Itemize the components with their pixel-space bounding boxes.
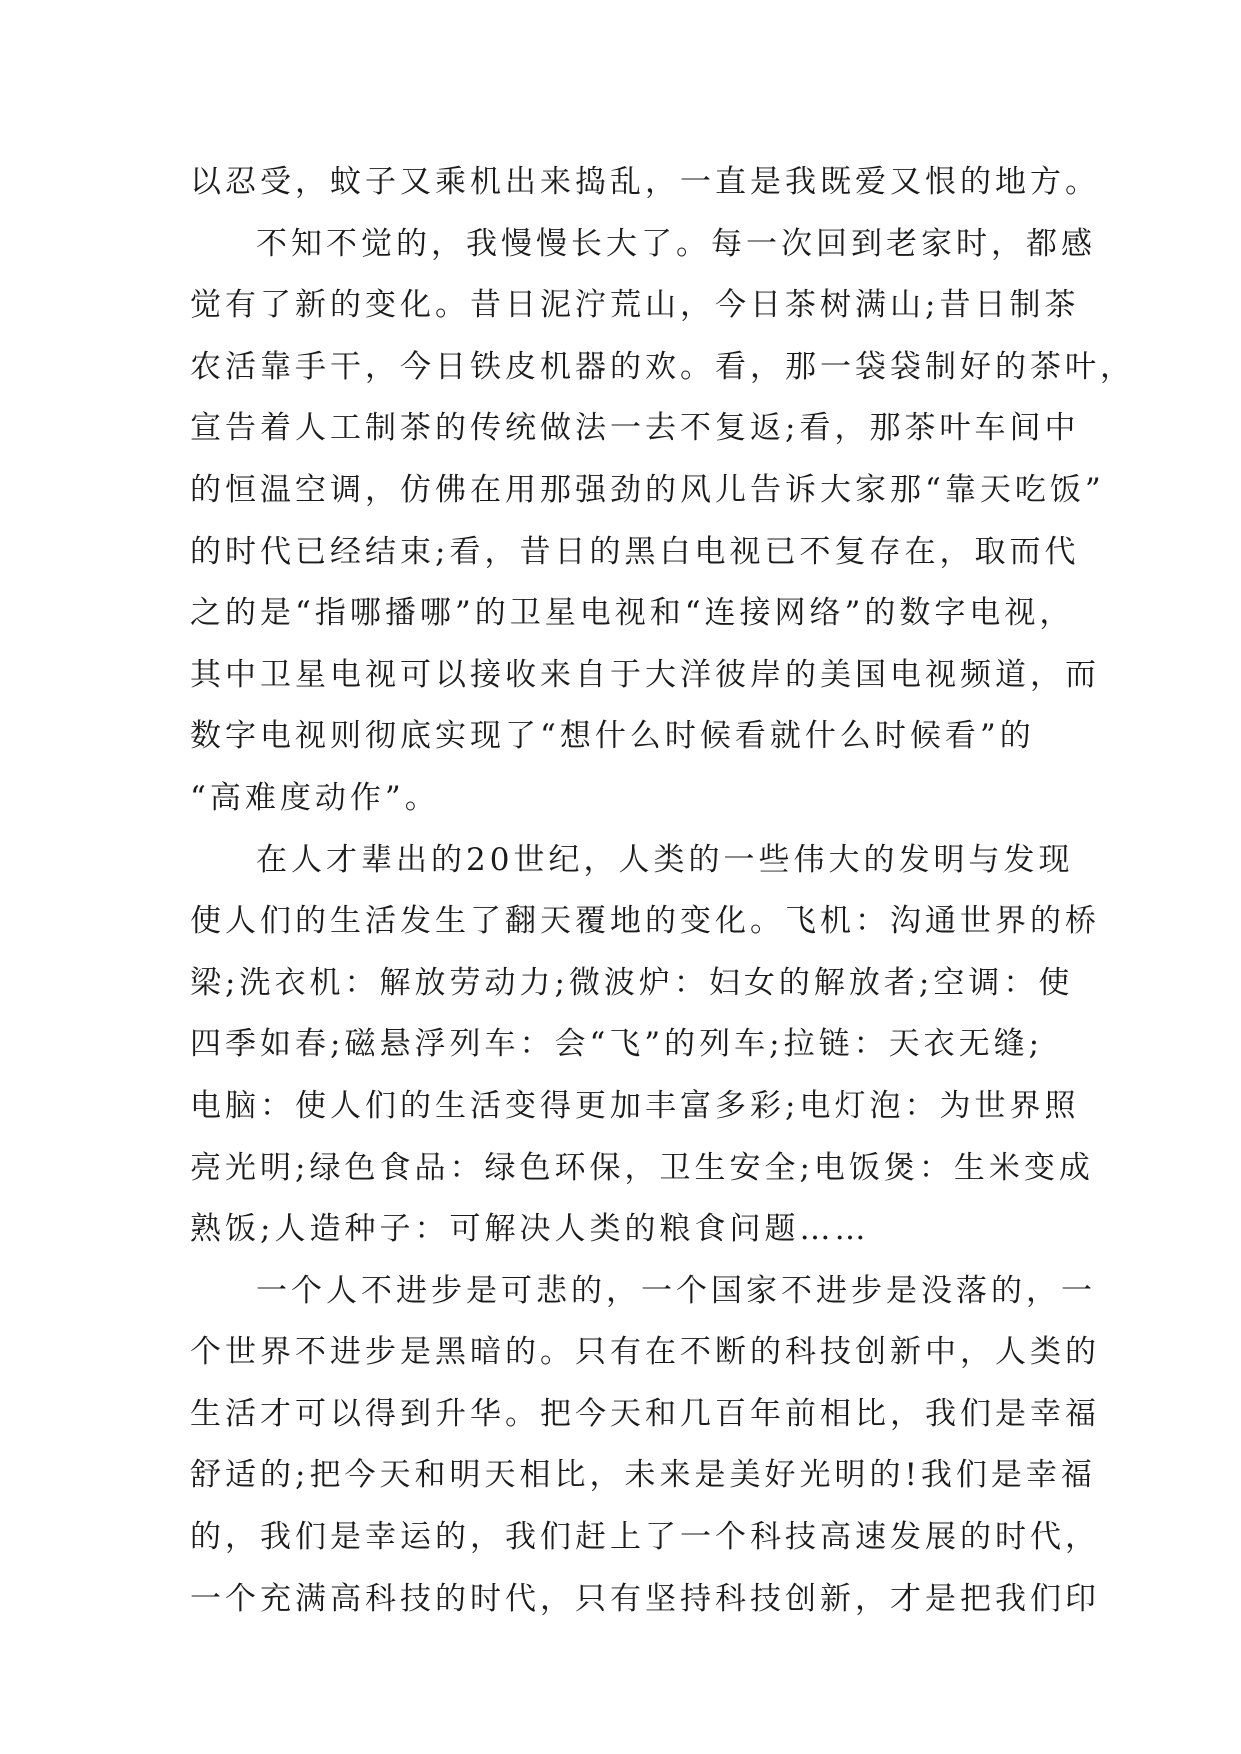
text-line: 觉有了新的变化。昔日泥泞荒山，今日茶树满山;昔日制茶 bbox=[190, 287, 1080, 324]
paragraph-first-line: 一个人不进步是可悲的，一个国家不进步是没落的，一 bbox=[256, 1272, 1096, 1309]
text-line: “高难度动作”。 bbox=[190, 779, 440, 816]
text-line: 一个充满高科技的时代，只有坚持科技创新，才是把我们印 bbox=[190, 1580, 1100, 1617]
text-line: 亮光明;绿色食品：绿色环保，卫生安全;电饭煲：生米变成 bbox=[190, 1149, 1094, 1186]
text-line: 个世界不进步是黑暗的。只有在不断的科技创新中，人类的 bbox=[190, 1334, 1100, 1371]
text-line: 的，我们是幸运的，我们赶上了一个科技高速发展的时代， bbox=[190, 1519, 1100, 1556]
text-line: 熟饭;人造种子：可解决人类的粮食问题…… bbox=[190, 1211, 870, 1248]
text-line: 宣告着人工制茶的传统做法一去不复返;看，那茶叶车间中 bbox=[190, 410, 1080, 447]
body-text bbox=[190, 152, 1135, 1630]
text-line: 四季如春;磁悬浮列车：会“飞”的列车;拉链：天衣无缝; bbox=[190, 1026, 1044, 1063]
text-line: 电脑：使人们的生活变得更加丰富多彩;电灯泡：为世界照 bbox=[190, 1087, 1080, 1124]
text-line: 其中卫星电视可以接收来自于大洋彼岸的美国电视频道，而 bbox=[190, 656, 1100, 693]
text-line: 的时代已经结束;看，昔日的黑白电视已不复存在，取而代 bbox=[190, 533, 1080, 570]
paragraph-first-line: 不知不觉的，我慢慢长大了。每一次回到老家时，都感 bbox=[256, 225, 1096, 262]
text-line: 梁;洗衣机：解放劳动力;微波炉：妇女的解放者;空调：使 bbox=[190, 964, 1074, 1001]
text-line: 以忍受，蚊子又乘机出来捣乱，一直是我既爱又恨的地方。 bbox=[190, 164, 1100, 200]
text-line: 的恒温空调，仿佛在用那强劲的风儿告诉大家那“靠天吃饭” bbox=[190, 471, 1105, 508]
text-line: 生活才可以得到升华。把今天和几百年前相比，我们是幸福 bbox=[190, 1395, 1100, 1432]
text-line: 数字电视则彻底实现了“想什么时候看就什么时候看”的 bbox=[190, 718, 1035, 755]
text-line: 农活靠手干，今日铁皮机器的欢。看，那一袋袋制好的茶叶， bbox=[190, 348, 1135, 385]
text-line: 使人们的生活发生了翻天覆地的变化。飞机：沟通世界的桥 bbox=[190, 903, 1100, 940]
paragraph-first-line: 在人才辈出的20世纪，人类的一些伟大的发明与发现 bbox=[256, 841, 1074, 878]
text-line: 舒适的;把今天和明天相比，未来是美好光明的!我们是幸福 bbox=[190, 1457, 1096, 1494]
text-line: 之的是“指哪播哪”的卫星电视和“连接网络”的数字电视， bbox=[190, 595, 1075, 632]
